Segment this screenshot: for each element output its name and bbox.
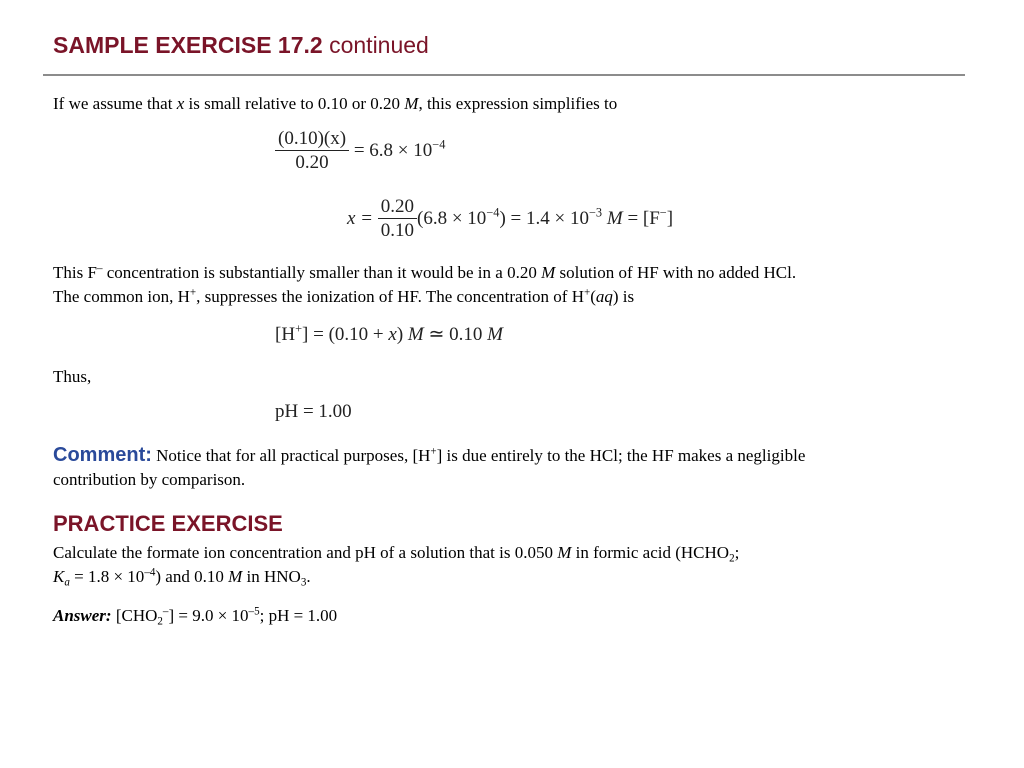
page-title <box>53 32 429 59</box>
equation-3 <box>275 323 503 346</box>
para1-line1 <box>53 261 796 285</box>
eq3-x: x <box>388 324 397 345</box>
title-bold: SAMPLE EXERCISE 17.2 <box>53 32 323 58</box>
eq1-rhs: = 6.8 × 10 <box>353 139 433 161</box>
eq2-exp1: −4 <box>486 205 500 220</box>
eq2-fraction <box>378 196 417 243</box>
practice-text-b: in formic acid (HCHO <box>571 543 730 562</box>
answer-line <box>53 604 337 628</box>
eq3-d: ≃ 0.10 <box>423 324 488 345</box>
para1-l2-text-b: , suppresses the ionization of HF. The concentration of H <box>196 287 584 306</box>
eq2-paren-close: ) = 1.4 × 10 <box>499 207 589 229</box>
para1-l2-charge: + <box>189 286 197 299</box>
practice-l2-text-b: ) and 0.10 <box>155 567 229 586</box>
answer-text-c: ; pH = 1.00 <box>259 606 338 625</box>
practice-l2-text-a: = 1.8 × 10 <box>69 567 145 586</box>
eq2-ion: = [F <box>622 207 660 229</box>
eq2-unit: M <box>602 207 623 229</box>
comment-text-b: ] is due entirely to the HCl; the HF makes a negligible <box>436 446 806 465</box>
intro-paragraph <box>53 92 617 116</box>
practice-l2-text-d: . <box>306 567 311 586</box>
comment-charge: + <box>430 445 437 458</box>
eq3-charge: + <box>295 321 303 336</box>
practice-sub: 2 <box>729 552 735 565</box>
practice-ka-sub: a <box>64 576 70 589</box>
comment-line1 <box>53 443 805 468</box>
equation-2 <box>347 196 673 243</box>
equation-4: pH = 1.00 <box>275 401 352 422</box>
eq1-denominator: 0.20 <box>295 152 329 173</box>
practice-ka: K <box>53 567 65 586</box>
answer-exp: –5 <box>248 605 260 618</box>
answer-charge: – <box>162 605 169 618</box>
practice-l2-unit-m: M <box>228 567 243 586</box>
practice-text-c: ; <box>734 543 740 562</box>
thus-text: Thus, <box>53 367 92 386</box>
para1-l2-text-c: ( <box>590 287 596 306</box>
eq3-a: [H <box>275 324 296 345</box>
eq3-c: ) <box>396 324 408 345</box>
eq3-m1: M <box>407 324 424 345</box>
para1-line2 <box>53 285 796 309</box>
eq3-b: ] = (0.10 + <box>302 324 389 345</box>
practice-l2-exp: –4 <box>144 566 156 579</box>
answer-text-b: ] = 9.0 × 10 <box>168 606 249 625</box>
eq2-ion-close: ] <box>666 207 674 229</box>
title-continued: continued <box>322 32 429 58</box>
comment-line2: contribution by comparison. <box>53 470 246 489</box>
eq3-m2: M <box>487 324 503 345</box>
answer-text-a: [CHO <box>111 606 158 625</box>
intro-text-1: If we assume that <box>53 94 177 113</box>
comment-text-a: Notice that for all practical purposes, [H <box>151 446 431 465</box>
answer-label: Answer: <box>53 606 112 625</box>
comment-paragraph <box>53 443 805 492</box>
eq2-numerator: 0.20 <box>378 196 417 219</box>
para1-l2-text-a: The common ion, H <box>53 287 190 306</box>
para1-text-c: solution of HF with no added HCl. <box>555 263 797 282</box>
practice-line1 <box>53 541 739 565</box>
title-divider <box>43 74 965 76</box>
para1-text-a: This F <box>53 263 97 282</box>
intro-unit-m: M <box>404 94 419 113</box>
para1-l2-text-d: ) is <box>612 287 635 306</box>
practice-heading: PRACTICE EXERCISE <box>53 511 283 536</box>
eq2-exp2: −3 <box>588 205 603 220</box>
paragraph-f-concentration <box>53 261 796 309</box>
eq1-fraction <box>275 128 349 175</box>
comment-label: Comment: <box>53 444 152 466</box>
intro-text-3: , this expression simplifies to <box>418 94 618 113</box>
practice-paragraph <box>53 541 739 589</box>
practice-line2 <box>53 565 739 589</box>
para1-unit-m: M <box>541 263 556 282</box>
intro-var-x: x <box>176 94 185 113</box>
para1-charge: – <box>96 262 103 275</box>
eq2-paren-open: (6.8 × 10 <box>417 207 487 229</box>
equation-1 <box>275 128 445 175</box>
answer-sub: 2 <box>157 615 163 628</box>
eq2-ion-charge: − <box>659 205 667 220</box>
practice-text-a: Calculate the formate ion concentration and pH of a solution that is 0.050 <box>53 543 558 562</box>
eq2-denominator: 0.10 <box>380 220 415 241</box>
para1-text-b: concentration is substantially smaller than it would be in a 0.20 <box>102 263 542 282</box>
practice-l2-sub: 3 <box>300 576 307 589</box>
eq1-exponent: −4 <box>432 137 446 152</box>
intro-text-2: is small relative to 0.10 or 0.20 <box>184 94 405 113</box>
para1-l2-charge2: + <box>583 286 591 299</box>
practice-unit-m: M <box>557 543 572 562</box>
eq1-numerator: (0.10)(x) <box>275 128 349 151</box>
practice-l2-text-c: in HNO <box>242 567 301 586</box>
para1-l2-aq: aq <box>595 287 613 306</box>
eq2-lhs: x = <box>347 207 374 229</box>
